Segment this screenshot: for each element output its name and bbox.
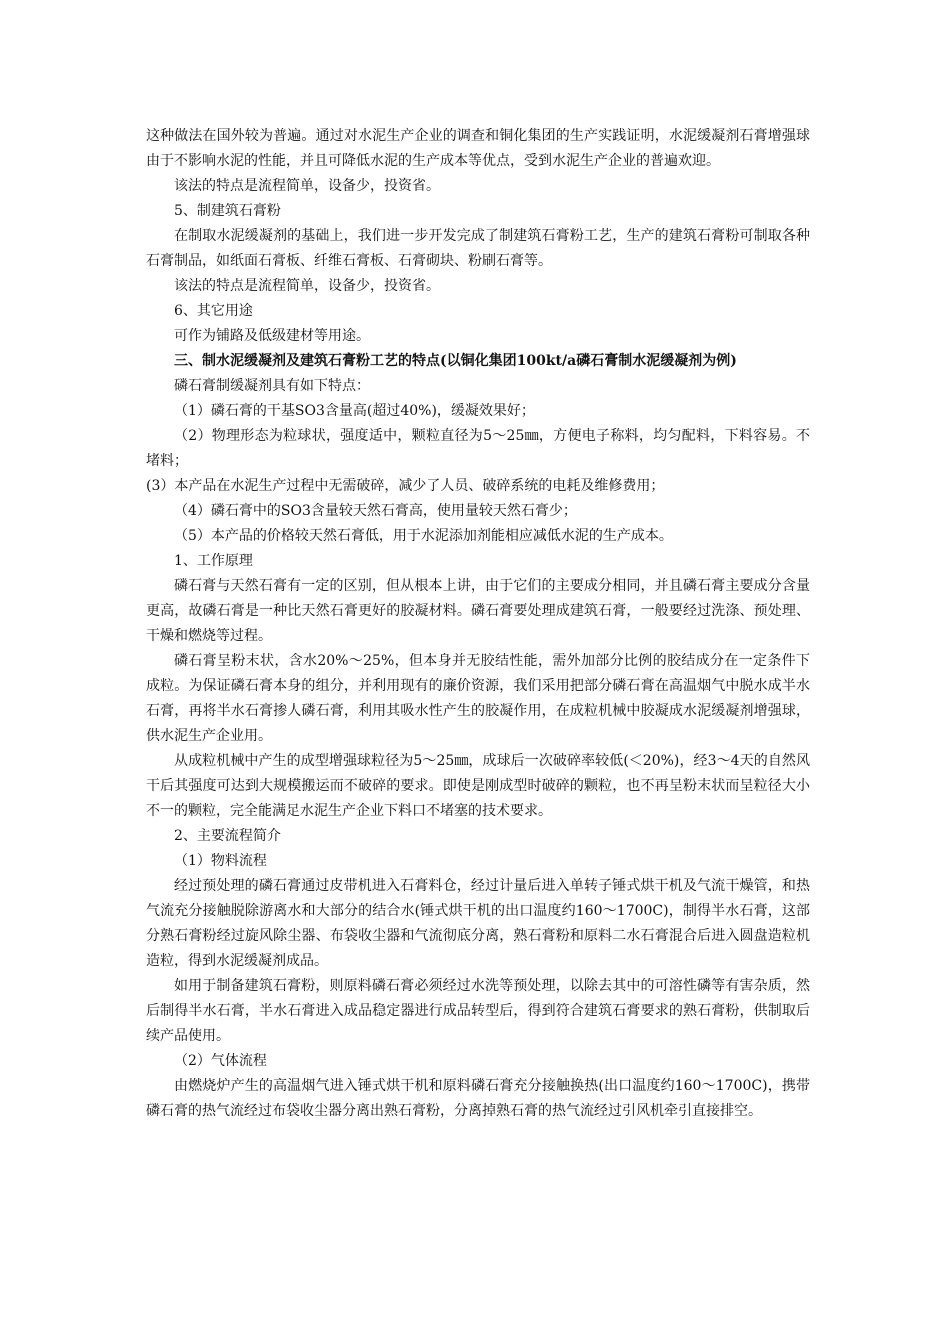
- paragraph: 由燃烧炉产生的高温烟气进入锤式烘干机和原料磷石膏充分接触换热(出口温度约160～1700C)，携带磷石膏的热气流经过布袋收尘器分离出熟石膏粉，分离掉熟石膏的热气流经过引风机牵引直接排空。: [146, 1078, 810, 1119]
- paragraph: （2）物理形态为粒球状，强度适中，颗粒直径为5～25㎜，方便电子称料，均匀配料，下料容易。不堵料；: [146, 428, 810, 469]
- paragraph: 磷石膏与天然石膏有一定的区别，但从根本上讲，由于它们的主要成分相同，并且磷石膏主要成分含量更高，故磷石膏是一种比天然石膏更好的胶凝材料。磷石膏要处理成建筑石膏，一般要经过洗涤、预处理、干燥和燃烧等过程。: [146, 578, 810, 644]
- section-heading: 三、制水泥缓凝剂及建筑石膏粉工艺的特点(以铜化集团100kt/a磷石膏制水泥缓凝剂为例): [174, 353, 737, 369]
- paragraph: （1）磷石膏的干基SO3含量高(超过40%)，缓凝效果好；: [174, 403, 535, 419]
- paragraph: （4）磷石膏中的SO3含量较天然石膏高，使用量较天然石膏少；: [174, 503, 577, 519]
- paragraph: 这种做法在国外较为普遍。通过对水泥生产企业的调查和铜化集团的生产实践证明，水泥缓凝剂石膏增强球由于不影响水泥的性能，并且可降低水泥的生产成本等优点，受到水泥生产企业的普遍欢迎。: [146, 128, 810, 169]
- paragraph: (3）本产品在水泥生产过程中无需破碎，减少了人员、破碎系统的电耗及维修费用；: [146, 478, 665, 494]
- paragraph: 该法的特点是流程简单，设备少，投资省。: [174, 178, 440, 194]
- document-body: [146, 124, 810, 1124]
- paragraph: （2）气体流程: [174, 1053, 267, 1069]
- paragraph: 6、其它用途: [174, 303, 253, 319]
- paragraph: 可作为铺路及低级建材等用途。: [174, 328, 370, 344]
- paragraph: 经过预处理的磷石膏通过皮带机进入石膏料仓，经过计量后进入单转子锤式烘干机及气流干燥管，和热气流充分接触脱除游离水和大部分的结合水(锤式烘干机的出口温度约160～1700C)，制得半水石膏，这部分熟石膏粉经过旋风除尘器、布袋收尘器和气流彻底分离，熟石膏粉和原料二水石膏混合后进入圆盘造粒机造粒，得到水泥缓凝剂成品。: [146, 878, 810, 969]
- paragraph: （5）本产品的价格较天然石膏低，用于水泥添加剂能相应减低水泥的生产成本。: [174, 528, 673, 544]
- paragraph: 如用于制备建筑石膏粉，则原料磷石膏必须经过水洗等预处理，以除去其中的可溶性磷等有害杂质，然后制得半水石膏，半水石膏进入成品稳定器进行成品转型后，得到符合建筑石膏要求的熟石膏粉，供制取后续产品使用。: [146, 978, 810, 1044]
- paragraph: 从成粒机械中产生的成型增强球粒径为5～25㎜，成球后一次破碎率较低(＜20%)，经3～4天的自然风干后其强度可达到大规模搬运而不破碎的要求。即使是刚成型时破碎的颗粒，也不再呈粉末状而呈粒径大小不一的颗粒，完全能满足水泥生产企业下料口不堵塞的技术要求。: [146, 753, 810, 819]
- paragraph: 磷石膏制缓凝剂具有如下特点：: [174, 378, 370, 394]
- paragraph: 在制取水泥缓凝剂的基础上，我们进一步开发完成了制建筑石膏粉工艺，生产的建筑石膏粉可制取各种石膏制品，如纸面石膏板、纤维石膏板、石膏砌块、粉刷石膏等。: [146, 228, 810, 269]
- paragraph: 2、主要流程简介: [174, 828, 281, 844]
- paragraph: 磷石膏呈粉末状，含水20%～25%，但本身并无胶结性能，需外加部分比例的胶结成分在一定条件下成粒。为保证磷石膏本身的组分，并利用现有的廉价资源，我们采用把部分磷石膏在高温烟气中脱水成半水石膏，再将半水石膏掺人磷石膏，利用其吸水性产生的胶凝作用，在成粒机械中胶凝成水泥缓凝剂增强球，供水泥生产企业用。: [146, 653, 810, 744]
- paragraph: 1、工作原理: [174, 553, 253, 569]
- paragraph: 该法的特点是流程简单，设备少，投资省。: [174, 278, 440, 294]
- paragraph: 5、制建筑石膏粉: [174, 203, 281, 219]
- paragraph: （1）物料流程: [174, 853, 267, 869]
